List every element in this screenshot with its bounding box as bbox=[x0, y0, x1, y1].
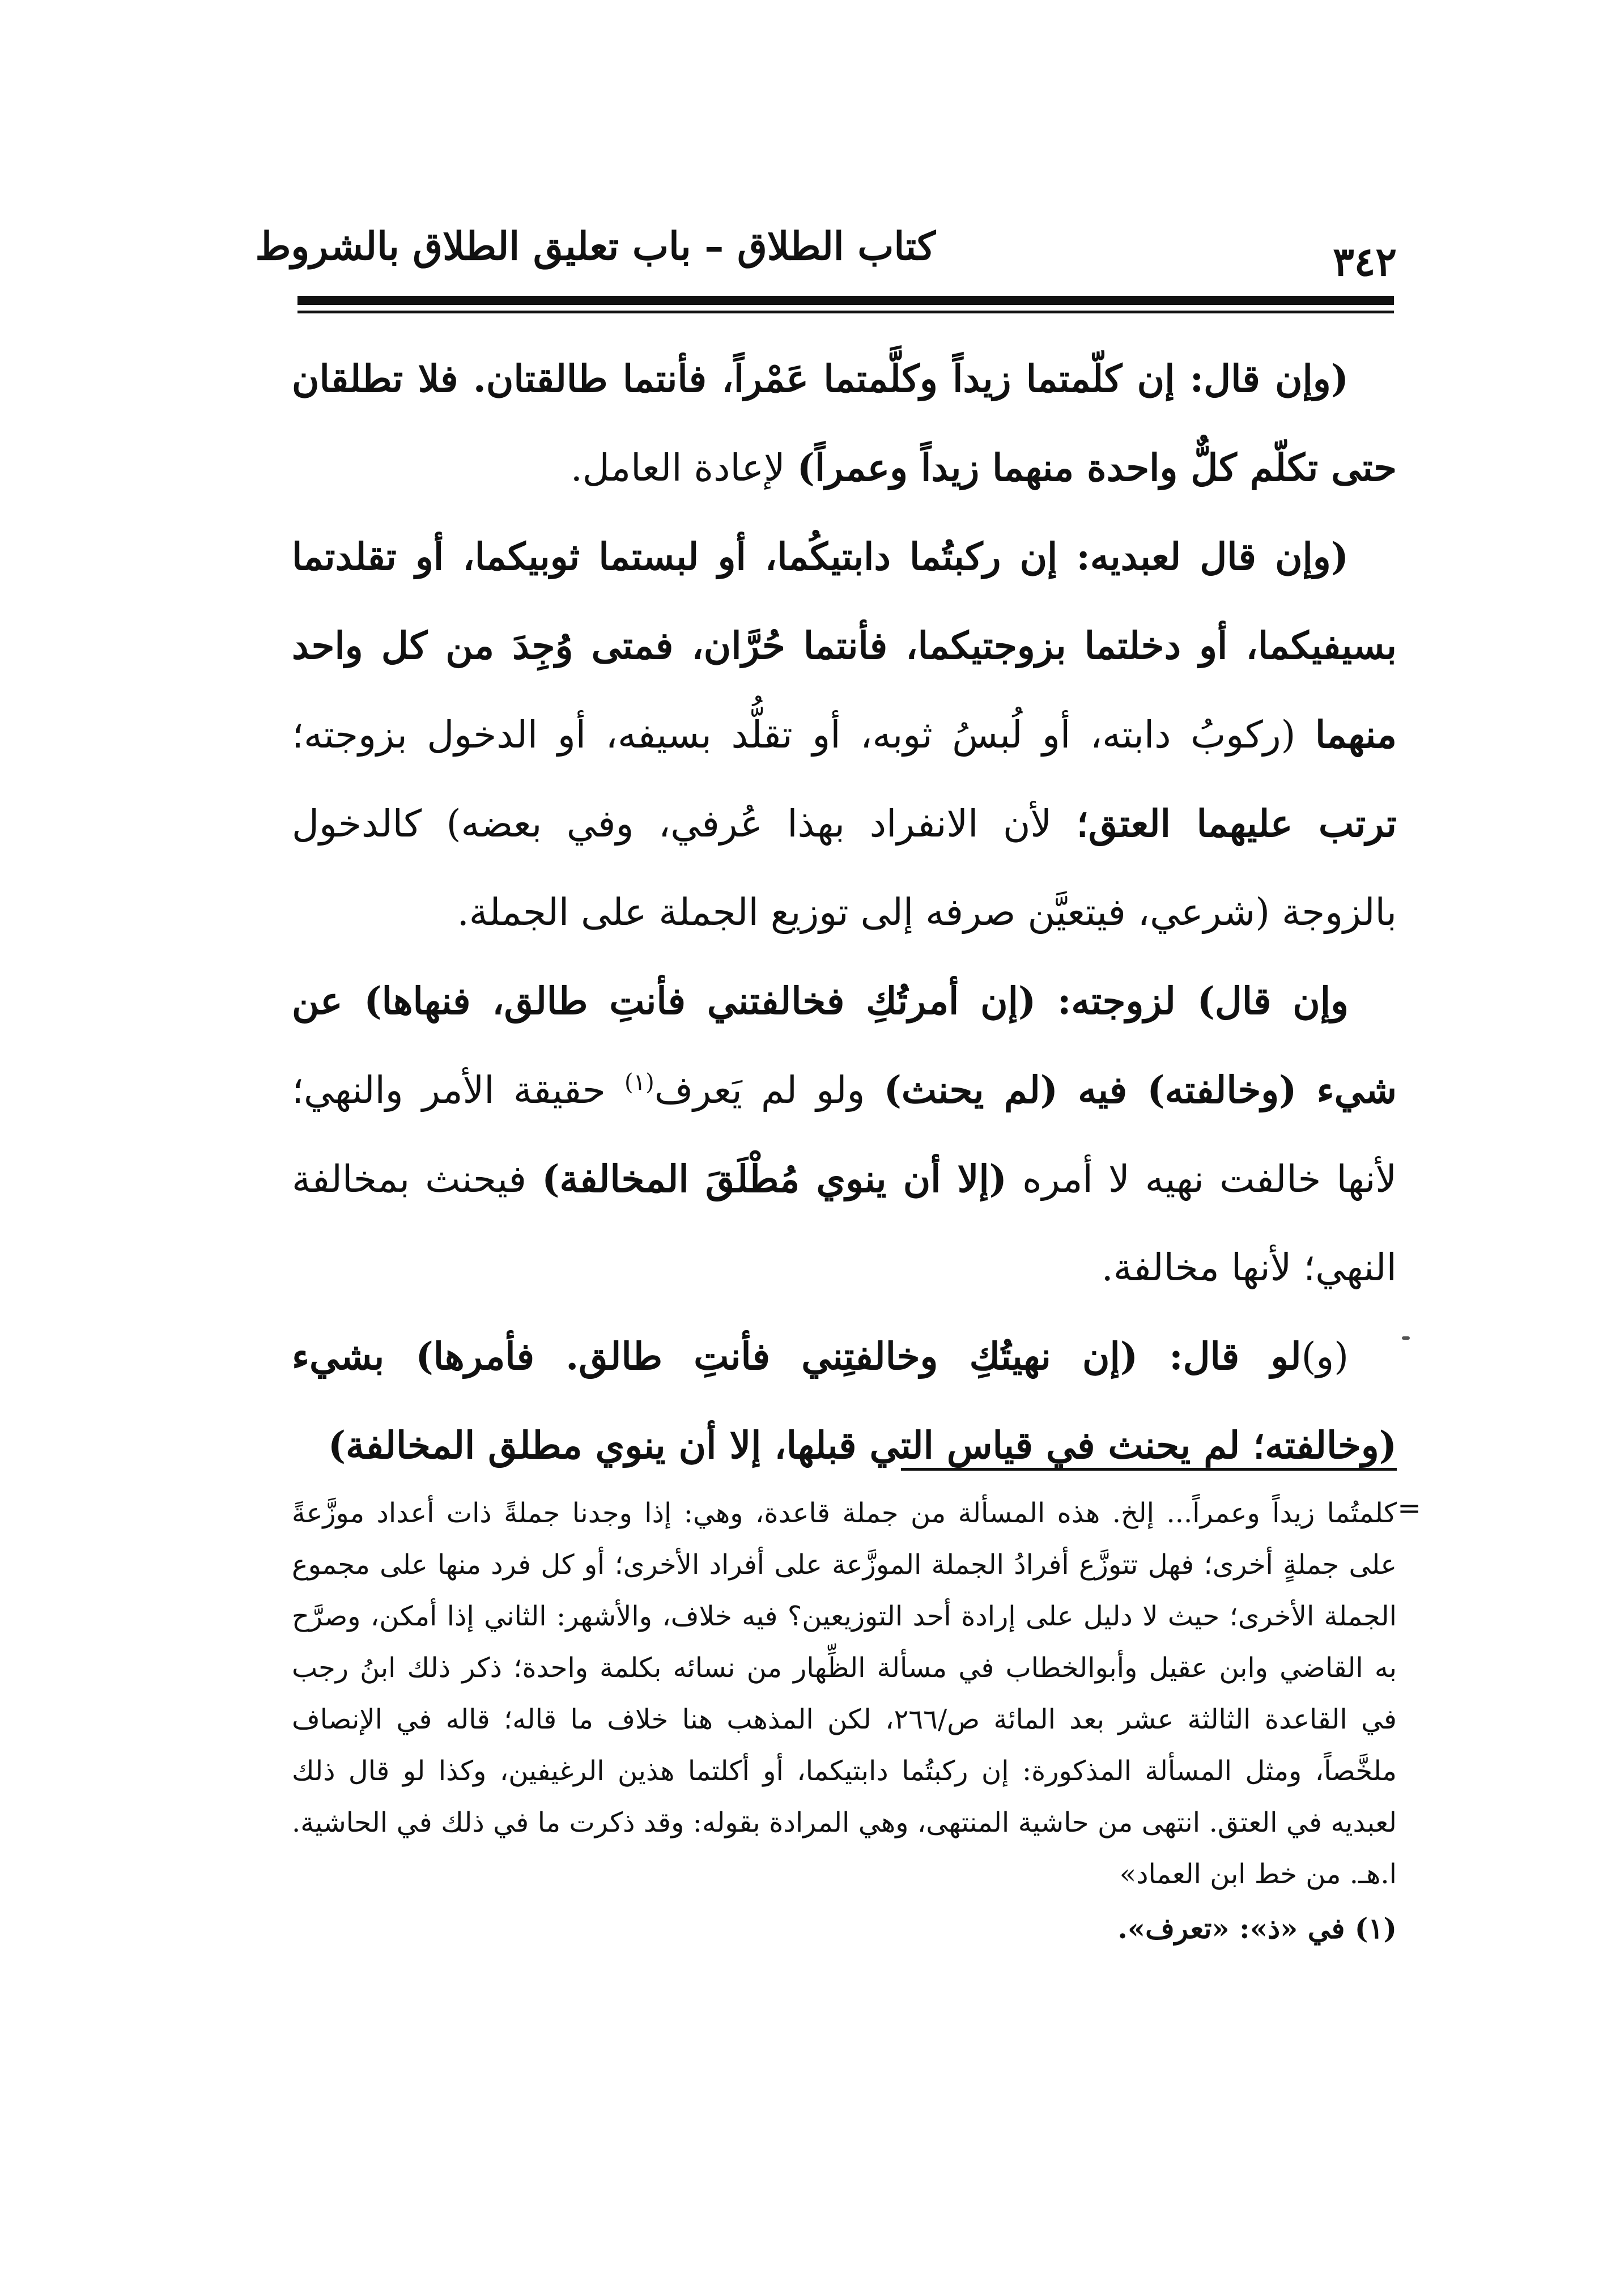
footnote-1-text: في «ذ»: «تعرف». bbox=[1117, 1912, 1355, 1945]
header-rule-thin bbox=[297, 311, 1394, 313]
margin-mark bbox=[1402, 1336, 1410, 1340]
paragraph-2-sharh-1: (ركوبُ دابته، أو لُبسُ ثوبه، أو تقلُّد بسيفه، أو الدخول بزوجته؛ bbox=[292, 713, 1316, 757]
main-text bbox=[292, 334, 1397, 1490]
paragraph-2 bbox=[292, 512, 1397, 957]
paragraph-2-sharh-2: لأن الانفراد بهذا عُرفي، وفي بعضه) كالدخول بالزوجة (شرعي، فيتعيَّن صرفه إلى توزيع الجملة على الجملة. bbox=[292, 802, 1397, 934]
page-number: ٣٤٢ bbox=[1333, 238, 1397, 285]
footnotes bbox=[292, 1488, 1397, 1955]
paragraph-1-sharh: لإعادة العامل. bbox=[570, 446, 797, 490]
paragraph-4-matn-1: لو قال: (إن نهيتُكِ وخالفتِني فأنتِ طالق. فأمرها) بشيء (وخالفته؛ لم يحنث في قياس التي قبلها، إلا أن ينوي مطلق المخالفة) bbox=[292, 1334, 1397, 1467]
paragraph-3 bbox=[292, 957, 1397, 1312]
paragraph-3-sharh-3: فيحنث بمخالفة النهي؛ لأنها مخالفة. bbox=[292, 1157, 1397, 1289]
running-title: كتاب الطلاق – باب تعليق الطلاق بالشروط bbox=[255, 224, 936, 269]
footnote-ref-1[interactable]: (١) bbox=[624, 1069, 654, 1095]
paragraph-2-matn-2: ترتب عليهما العتق؛ bbox=[1076, 801, 1397, 846]
paragraph-1-matn: (وإن قال: إن كلّمتما زيداً وكلَّمتما عَمْراً، فأنتما طالقتان. فلا تطلقان حتى تكلّم كلٌّ واحدة منهما زيداً وعمراً) bbox=[292, 356, 1397, 490]
paragraph-3-sharh-2: حقيقة الأمر والنهي؛ لأنها خالفت نهيه لا أمره bbox=[292, 1068, 1397, 1201]
footnote-continuation-mark: = bbox=[1397, 1492, 1421, 1525]
header-rule-thick bbox=[297, 296, 1394, 305]
footnote-continued: كلمتُما زيداً وعمراً... إلخ. هذه المسألة من جملة قاعدة، وهي: إذا وجدنا جملةً ذات أعداد موزَّعةً على جملةٍ أخرى؛ فهل تتوزَّع أفرادُ الجملة الموزَّعة على أفراد الأخرى؛ أو كل فرد منها على مجموع الجملة الأخرى؛ حيث لا دليل على إرادة أحد التوزيعين؟ فيه خلاف، والأشهر: الثاني إذا أمكن، وصرَّح به القاضي وابن عقيل وأبوالخطاب في مسألة الظِّهار من نسائه بكلمة واحدة؛ ذكر ذلك ابنُ رجب في القاعدة الثالثة عشر بعد المائة ص/٢٦٦، لكن المذهب هنا خلاف ما قاله؛ قاله في الإنصاف ملخَّصاً، ومثل المسألة المذكورة: إن ركبتُما دابتيكما، أو أكلتما هذين الرغيفين، وكذا لو قال ذلك لعبديه في العتق. انتهى من حاشية المنتهى، وهي المرادة بقوله: وقد ذكرت ما في ذلك في الحاشية. ا.هـ. من خط ابن العماد» bbox=[292, 1497, 1397, 1890]
paragraph-3-matn-1: وإن قال) لزوجته: (إن أمرتُكِ فخالفتني فأنتِ طالق، فنهاها) عن شيء (وخالفته) فيه (لم يحنث) bbox=[292, 979, 1397, 1112]
footnote-1 bbox=[292, 1903, 1397, 1955]
paragraph-3-matn-2: (إلا أن ينوي مُطْلَقَ المخالفة) bbox=[542, 1157, 1007, 1201]
paragraph-4 bbox=[292, 1312, 1397, 1490]
footnote-separator bbox=[901, 1468, 1397, 1471]
paragraph-1 bbox=[292, 334, 1397, 512]
footnote-1-number: (١) bbox=[1354, 1912, 1397, 1945]
paragraph-4-sharh-1: (و) bbox=[1301, 1335, 1349, 1378]
paragraph-3-sharh-1: ولو لم يَعرف bbox=[654, 1068, 884, 1112]
paragraph-2-matn-1: (وإن قال لعبديه: إن ركبتُما دابتيكُما، أو لبستما ثوبيكما، أو تقلدتما بسيفيكما، أو دخلتما بزوجتيكما، فأنتما حُرَّان، فمتى وُجِدَ من كل واحد منهما bbox=[292, 534, 1397, 757]
